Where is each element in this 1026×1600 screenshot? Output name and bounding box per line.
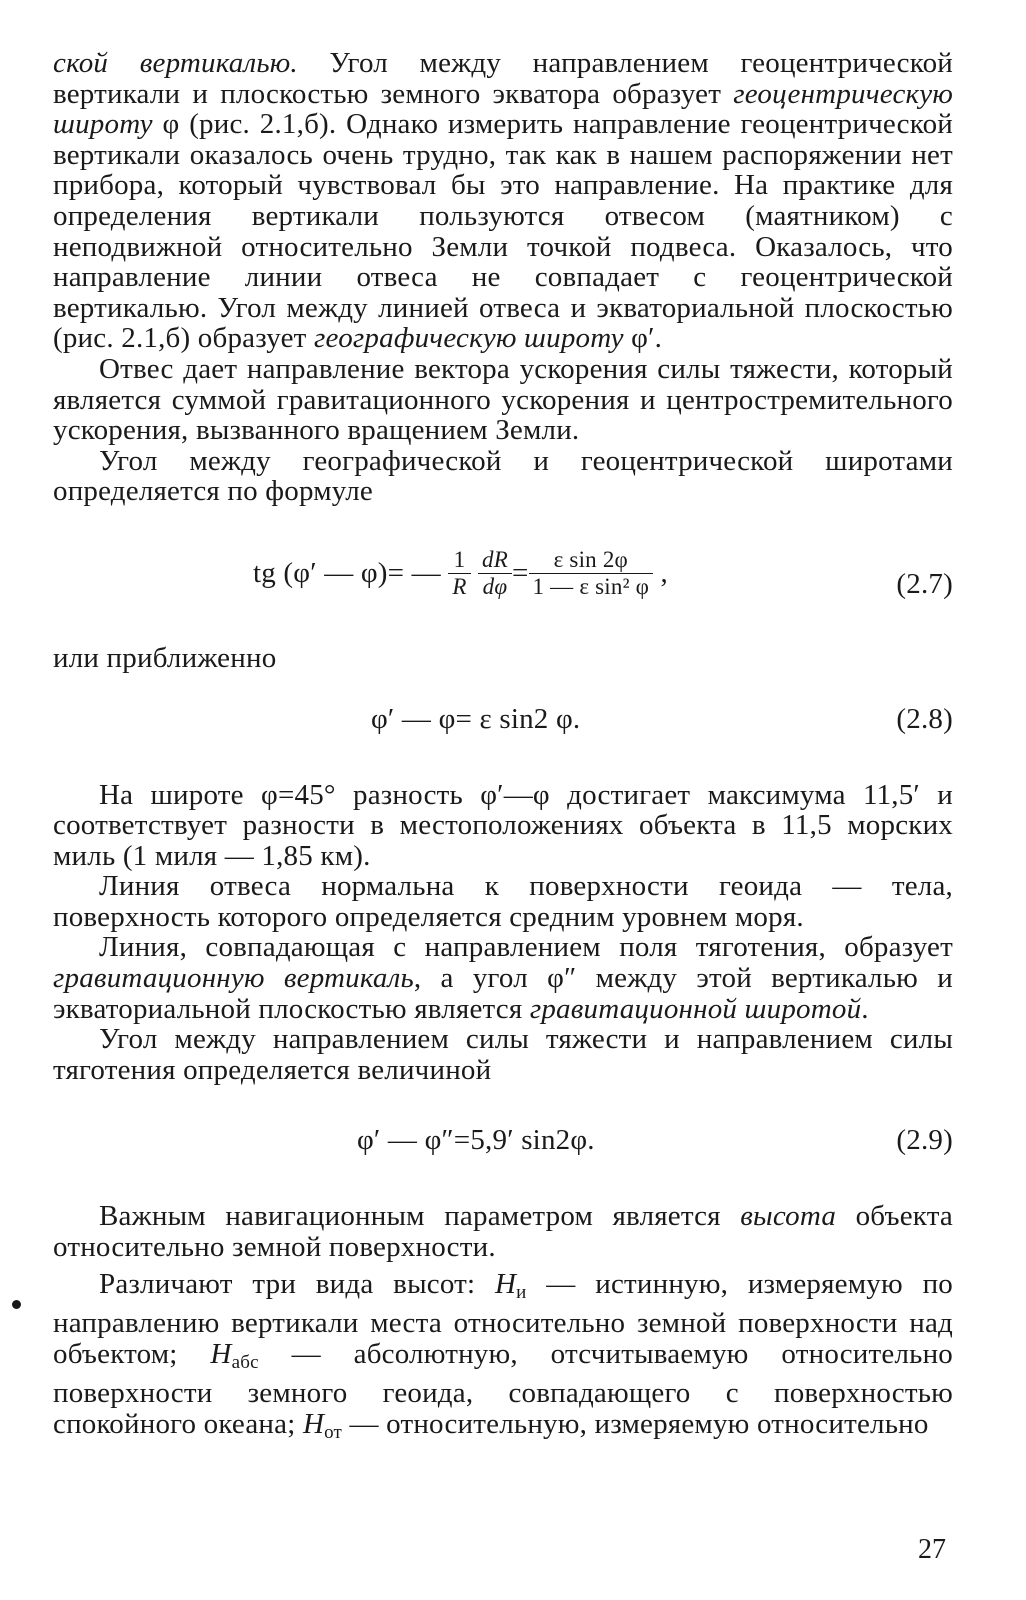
paragraph-3: Угол между географической и геоцентрической широтами определяется по формуле xyxy=(53,444,953,508)
equation-2-9-body: φ′ — φ″=5,9′ sin2φ. xyxy=(357,1124,595,1157)
eq-lhs: tg (φ′ — φ)= — xyxy=(253,557,441,590)
fraction-1-over-r xyxy=(448,547,470,600)
text: Линия, совпадающая с направлением поля тяготения, образует xyxy=(99,931,953,964)
paragraph-9 xyxy=(53,1201,953,1262)
page-number: 27 xyxy=(918,1534,946,1565)
paragraph-6: Линия отвеса нормальна к поверхности геоида — тела, поверхность которого определяется средним уровнем моря. xyxy=(53,870,953,933)
equation-2-7-body xyxy=(253,547,668,600)
fraction-dr-dphi xyxy=(478,547,512,600)
paragraph-10 xyxy=(53,1269,953,1449)
text: , а угол φ″ между этой вертикалью и экваториальной плоскостью является xyxy=(53,962,953,1025)
paragraph-1 xyxy=(53,48,953,354)
term-altitude: высота xyxy=(740,1200,837,1233)
text: объекта относительно земной поверхности. xyxy=(53,1200,953,1264)
text: Различают три вида высот: xyxy=(99,1267,496,1300)
fraction-numerator: dR xyxy=(478,547,512,574)
equation-number-2-8: (2.8) xyxy=(896,702,953,735)
fraction-denominator: dφ xyxy=(482,573,508,599)
fraction-denominator: 1 — ε sin² φ xyxy=(532,573,650,599)
term-gravitational-latitude: гравитационной широтой xyxy=(529,992,862,1025)
equation-2-8 xyxy=(53,704,953,744)
text: Важным навигационным параметром является xyxy=(99,1200,741,1233)
paragraph-4: или приближенно xyxy=(53,641,277,674)
equation-number-2-9: (2.9) xyxy=(896,1124,953,1157)
fraction-numerator: ε sin 2φ xyxy=(529,547,654,574)
term-geographic-latitude: географическую широту xyxy=(314,322,624,355)
paragraph-5: На широте φ=45° разность φ′—φ достигает максимума 11,5′ и соответствует разности в местоположениях объекта в 11,5 морских миль (1 миля — 1,85 км). xyxy=(53,778,953,872)
term-gravitational-vertical: гравитационную вертикаль xyxy=(53,962,414,995)
paragraph-7 xyxy=(53,932,953,1024)
text: . xyxy=(861,992,869,1025)
text: Угол между направлением геоцентрической вертикали и плоскостью земного экватора образует xyxy=(53,47,953,110)
term-geocentric-vertical: ской вертикалью. xyxy=(53,47,298,79)
fraction-eps-sin xyxy=(529,547,654,600)
equation-2-9 xyxy=(53,1125,953,1165)
symbol-h-true: H xyxy=(495,1267,517,1300)
eq-tail: , xyxy=(653,557,669,590)
term-geocentric-latitude: геоцентрическую широту xyxy=(53,77,953,141)
symbol-h-abs: H xyxy=(210,1337,232,1370)
subscript: абс xyxy=(231,1351,259,1373)
equation-2-8-body: φ′ — φ= ε sin2 φ. xyxy=(371,702,581,735)
margin-dot xyxy=(12,1300,21,1309)
subscript: от xyxy=(324,1422,343,1443)
page-body xyxy=(53,48,953,1449)
text: — истинную, измеряемую по направлению вертикали места относительно земной поверхности над объектом; xyxy=(53,1267,953,1370)
subscript: и xyxy=(516,1281,527,1303)
paragraph-8: Угол между направлением силы тяжести и направлением силы тяготения определяется величиной xyxy=(53,1023,953,1086)
symbol-h-rel: H xyxy=(302,1408,325,1440)
fraction-numerator: 1 xyxy=(448,547,470,574)
text: — относительную, измеряемую относительно xyxy=(342,1408,929,1440)
text: φ (рис. 2.1,б). Однако измерить направление геоцентрической вертикали оказалось очень трудно, так как в нашем распоряжении нет прибора, который чувствовал бы это направление. На практике для определения вертикали пользуются отвесом (маятником) с неподвижной относительно Земли точкой подвеса. Оказалось, что направление линии отвеса не совпадает с геоцентрической вертикалью. Угол между линией отвеса и экваториальной плоскостью (рис. 2.1,б) образует xyxy=(53,108,953,355)
eq-equals: = xyxy=(511,557,529,590)
text: φ′. xyxy=(623,322,663,355)
fraction-denominator: R xyxy=(452,573,467,599)
text: — абсолютную, отсчитываемую относительно поверхности земного геоида, совпадающего с поверхностью спокойного океана; xyxy=(53,1337,953,1440)
paragraph-2: Отвес дает направление вектора ускорения силы тяжести, который является суммой гравитационного ускорения и центростремительного ускорения, вызванного вращением Земли. xyxy=(53,352,953,447)
equation-2-7 xyxy=(53,547,953,631)
equation-number-2-7: (2.7) xyxy=(896,567,953,600)
